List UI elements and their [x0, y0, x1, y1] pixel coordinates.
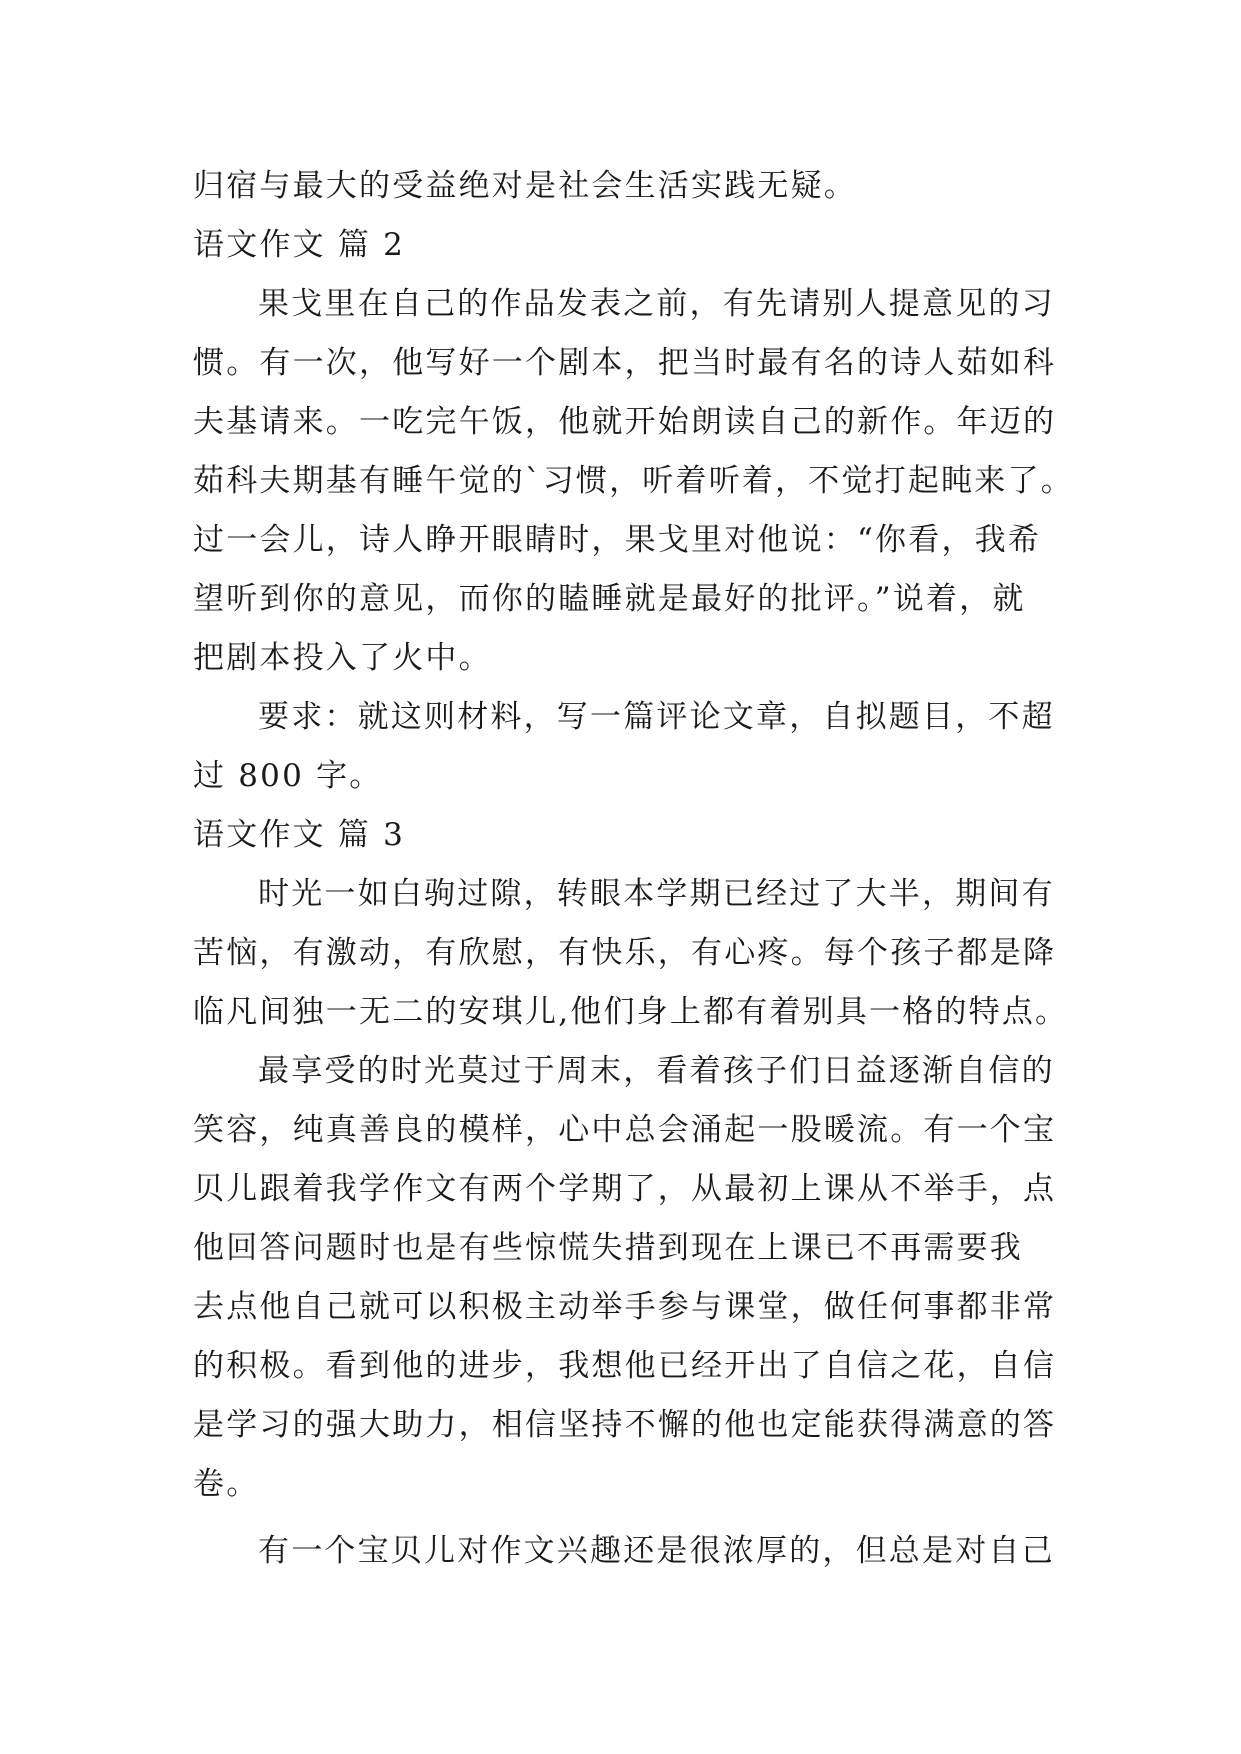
paragraph-line: 有一个宝贝儿对作文兴趣还是很浓厚的，但总是对自己	[258, 1533, 1055, 1569]
paragraph-line: 是学习的强大助力，相信坚持不懈的他也定能获得满意的答	[193, 1407, 1057, 1443]
paragraph-line: 过一会儿，诗人睁开眼睛时，果戈里对他说：“你看，我希	[193, 522, 1042, 558]
paragraph-line: 惯。有一次，他写好一个剧本，把当时最有名的诗人茹如科	[193, 345, 1057, 381]
paragraph-line: 过 800 字。	[193, 758, 383, 794]
paragraph-line: 望听到你的意见，而你的瞌睡就是最好的批评。”说着，就	[193, 581, 1026, 617]
paragraph-line: 果戈里在自己的作品发表之前，有先请别人提意见的习	[258, 286, 1055, 322]
section-heading: 语文作文 篇 3	[193, 817, 406, 853]
paragraph-line: 归宿与最大的受益绝对是社会生活实践无疑。	[193, 168, 857, 204]
paragraph-line: 去点他自己就可以积极主动举手参与课堂，做任何事都非常	[193, 1289, 1057, 1325]
paragraph-line: 的积极。看到他的进步，我想他已经开出了自信之花，自信	[193, 1348, 1057, 1384]
paragraph-line: 卷。	[193, 1466, 260, 1502]
paragraph-line: 临凡间独一无二的安琪儿,他们身上都有着别具一格的特点。	[193, 994, 1069, 1030]
paragraph-line: 最享受的时光莫过于周末，看着孩子们日益逐渐自信的	[258, 1053, 1055, 1089]
paragraph-line: 笑容，纯真善良的模样，心中总会涌起一股暖流。有一个宝	[193, 1112, 1057, 1148]
paragraph-line: 夫基请来。一吃完午饭，他就开始朗读自己的新作。年迈的	[193, 404, 1057, 440]
paragraph-line: 贝儿跟着我学作文有两个学期了，从最初上课从不举手，点	[193, 1171, 1057, 1207]
paragraph-line: 他回答问题时也是有些惊慌失措到现在上课已不再需要我	[193, 1230, 1023, 1266]
paragraph-line: 把剧本投入了火中。	[193, 640, 492, 676]
section-heading: 语文作文 篇 2	[193, 227, 406, 263]
paragraph-line: 要求：就这则材料，写一篇评论文章，自拟题目，不超	[258, 699, 1055, 735]
paragraph-line: 时光一如白驹过隙，转眼本学期已经过了大半，期间有	[258, 876, 1055, 912]
paragraph-line: 苦恼，有激动，有欣慰，有快乐，有心疼。每个孩子都是降	[193, 935, 1057, 971]
paragraph-line: 茹科夫期基有睡午觉的`习惯，听着听着，不觉打起盹来了。	[193, 463, 1074, 499]
